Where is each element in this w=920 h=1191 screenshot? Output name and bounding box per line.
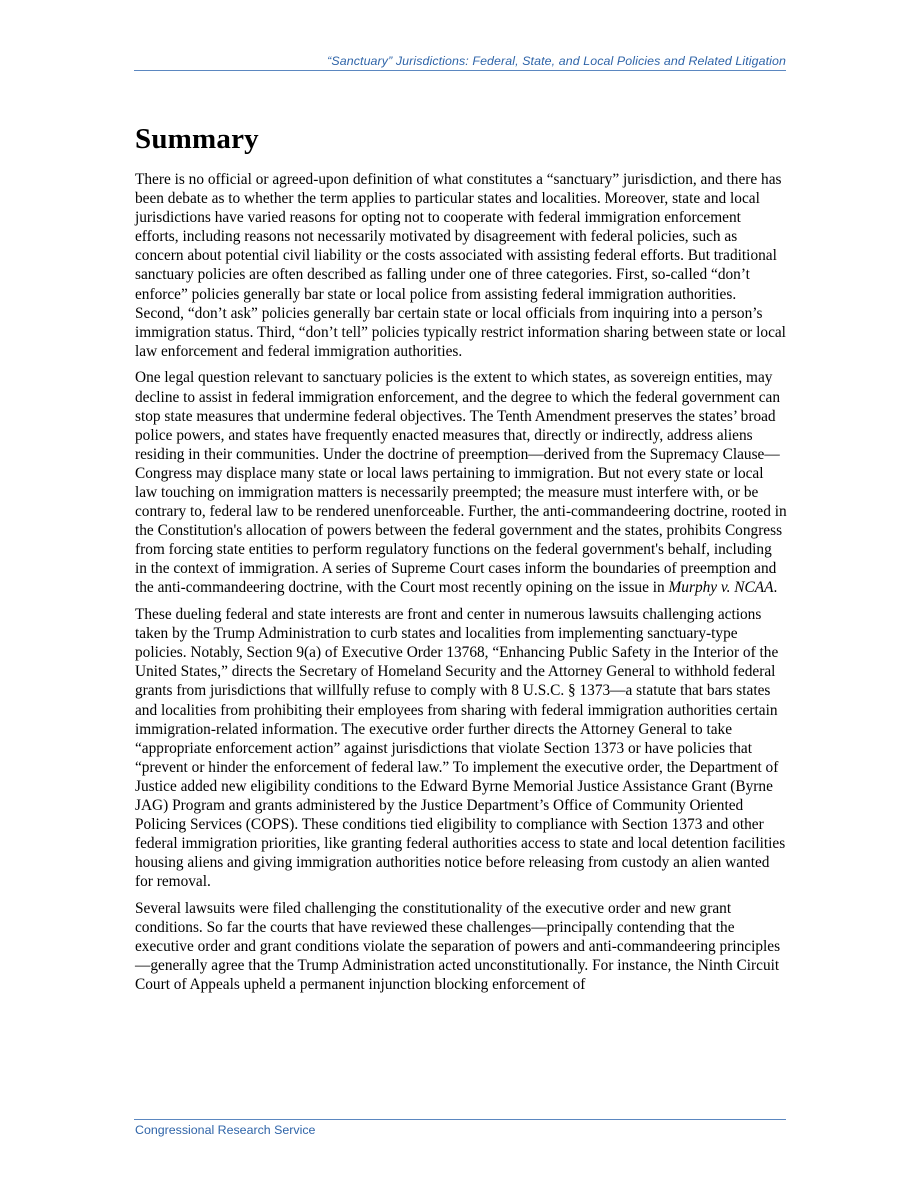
footer-publisher: Congressional Research Service — [135, 1123, 316, 1137]
paragraph-executive-order: These dueling federal and state interests are front and center in numerous lawsuits challenging actions taken by the Trump Administration to curb states and localities from implementing sanctuary-type policies. Notably, Section 9(a) of Executive Order 13768, “Enhancing Public Safety in the Interior of the United States,” directs the Secretary of Homeland Security and the Attorney General to withhold federal grants from jurisdictions that willfully refuse to comply with 8 U.S.C. § 1373—a statute that bars states and localities from prohibiting their employees from sharing with federal immigration authorities certain immigration-related information. The executive order further directs the Attorney General to take “appropriate enforcement action” against jurisdictions that violate Section 1373 or have policies that “prevent or hinder the enforcement of federal law.” To implement the executive order, the Department of Justice added new eligibility conditions to the Edward Byrne Memorial Justice Assistance Grant (Byrne JAG) Program and grants administered by the Justice Department’s Office of Community Oriented Policing Services (COPS). These conditions tied eligibility to compliance with Section 1373 and other federal immigration priorities, like granting federal authorities access to state and local detention facilities housing aliens and giving immigration authorities notice before releasing from custody an alien wanted for removal. — [135, 606, 786, 891]
paragraph-lawsuits: Several lawsuits were filed challenging the constitutionality of the executive order and new grant conditions. So far the courts that have reviewed these challenges—principally contending that the executive order and grant conditions violate the separation of powers and anti-commandeering principles—generally agree that the Trump Administration acted unconstitutionally. For instance, the Ninth Circuit Court of Appeals upheld a permanent injunction blocking enforcement of — [135, 899, 781, 994]
paragraph-legal-question — [135, 368, 787, 597]
section-title: Summary — [135, 123, 259, 155]
paragraph-definitions: There is no official or agreed-upon definition of what constitutes a “sanctuary” jurisdiction, and there has been debate as to whether the term applies to particular states and localities. Moreover, state and local jurisdictions have varied reasons for opting not to cooperate with federal immigration enforcement efforts, including reasons not necessarily motivated by disagreement with federal policies, such as concern about potential civil liability or the costs associated with assisting federal efforts. But traditional sanctuary policies are often described as falling under one of three categories. First, so-called “don’t enforce” policies generally bar state or local police from assisting federal immigration authorities. Second, “don’t ask” policies generally bar certain state or local officials from inquiring into a person’s immigration status. Third, “don’t tell” policies typically restrict information sharing between state or local law enforcement and federal immigration authorities. — [135, 171, 786, 360]
summary-body — [135, 170, 787, 1002]
running-header-title: “Sanctuary” Jurisdictions: Federal, State, and Local Policies and Related Litigation — [327, 54, 786, 68]
case-citation: Murphy v. NCAA — [668, 579, 774, 597]
header-divider — [134, 70, 786, 71]
footer-divider — [134, 1119, 786, 1120]
paragraph-legal-question-text: One legal question relevant to sanctuary policies is the extent to which states, as sovereign entities, may decline to assist in federal immigration enforcement, and the degree to which the federal government can stop state measures that undermine federal objectives. The Tenth Amendment preserves the states’ broad police powers, and states have frequently enacted measures that, directly or indirectly, address aliens residing in their communities. Under the doctrine of preemption—derived from the Supremacy Clause—Congress may displace many state or local laws pertaining to immigration. But not every state or local law touching on immigration matters is necessarily preempted; the measure must interfere with, or be contrary to, federal law to be rendered unenforceable. Further, the anti-commandeering doctrine, rooted in the Constitution's allocation of powers between the federal government and the states, prohibits Congress from forcing state entities to perform regulatory functions on the federal government's behalf, including in the context of immigration. A series of Supreme Court cases inform the boundaries of preemption and the anti-commandeering doctrine, with the Court most recently opining on the issue in — [135, 369, 787, 597]
paragraph-legal-question-end: . — [773, 579, 778, 597]
